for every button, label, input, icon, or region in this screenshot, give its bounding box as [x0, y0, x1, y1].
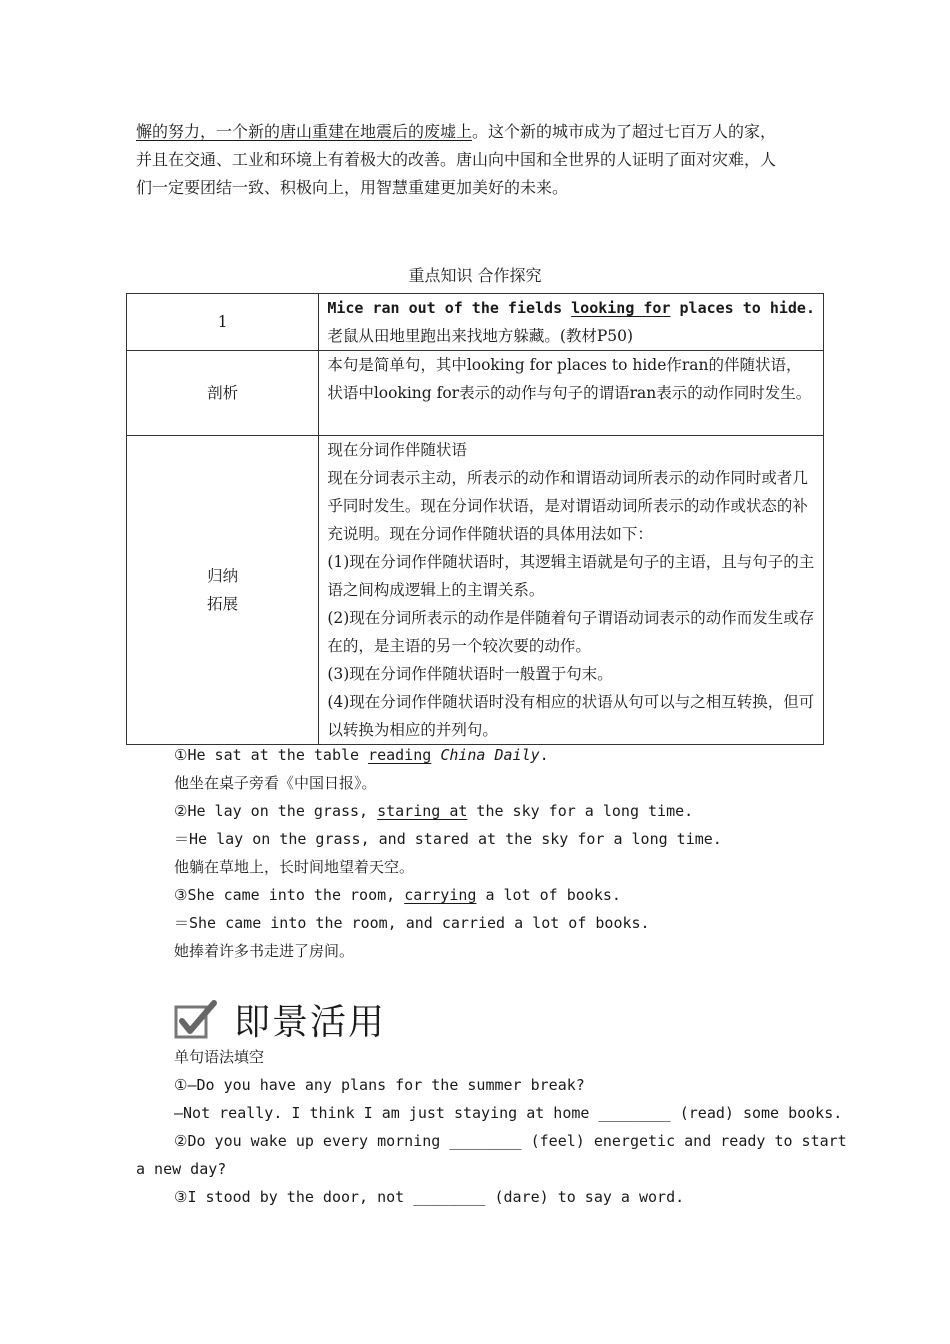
row-label: [127, 436, 319, 745]
sentence-text: [431, 746, 440, 764]
summary-heading: 现在分词作伴随状语: [327, 441, 467, 459]
summary-point: (4)现在分词作伴随状语时没有相应的状语从句可以与之相互转换，但可以转换为相应的并列句。: [327, 693, 815, 739]
question-line: a new day?: [136, 1160, 227, 1178]
summary-point: (1)现在分词作伴随状语时，其逻辑主语就是句子的主语，且与句子的主语之间构成逻辑上的主谓关系。: [327, 553, 815, 599]
sentence-text: the sky for a long time.: [467, 802, 694, 820]
analysis-text: 本句是简单句，其中looking for places to hide作ran的伴随状语，状语中looking for表示的动作与句子的谓语ran表示的动作同时发生。: [319, 351, 824, 436]
underlined-phrase: staring at: [377, 802, 468, 820]
example-alternative: ＝He lay on the grass, and stared at the sky for a long time.: [174, 830, 722, 848]
example-sentence: [174, 741, 722, 769]
intro-line-2: 并且在交通、工业和环境上有着极大的改善。唐山向中国和全世界的人证明了面对灾难，人: [136, 150, 777, 169]
example-list: [174, 741, 722, 965]
row-content: [319, 294, 824, 351]
underlined-phrase: carrying: [404, 886, 477, 904]
underlined-phrase: 懈的努力，一个新的唐山重建在地震后的废墟上: [136, 122, 473, 141]
summary-paragraph: 现在分词表示主动，所表示的动作和谓语动词所表示的动作同时或者几乎同时发生。现在分词作状语，是对谓语动词所表示的动作或状态的补充说明。现在分词作伴随状语的具体用法如下：: [327, 469, 808, 543]
label-line: 归纳: [207, 567, 239, 585]
example-translation: 他躺在草地上，长时间地望着天空。: [174, 858, 415, 876]
intro-paragraph: [136, 118, 826, 202]
summary-content: [319, 436, 824, 745]
example-translation: 她捧着许多书走进了房间。: [174, 942, 355, 960]
row-label: 剖析: [127, 351, 319, 436]
example-sentence: [174, 881, 722, 909]
table-row: [127, 436, 824, 745]
intro-text: 。这个新的城市成为了超过七百万人的家，: [472, 122, 777, 141]
sentence-text: ③She came into the room,: [174, 886, 405, 904]
summary-point: (3)现在分词作伴随状语时一般置于句末。: [327, 665, 613, 683]
sentence-text: ②He lay on the grass,: [174, 802, 378, 820]
sentence-text: ①He sat at the table: [174, 746, 369, 764]
underlined-phrase: reading: [368, 746, 432, 764]
question-line: —Not really. I think I am just staying at home ________ (read) some books.: [174, 1104, 843, 1122]
sentence-text: places to hide.: [670, 299, 815, 317]
practice-subtitle: 单句语法填空: [174, 1048, 265, 1066]
intro-line-1: [136, 118, 826, 146]
label-line: 拓展: [207, 595, 239, 613]
question-line: ①—Do you have any plans for the summer break?: [174, 1076, 585, 1094]
underlined-phrase: looking for: [571, 299, 671, 317]
key-sentence: [327, 294, 815, 322]
section-title: 重点知识 合作探究: [408, 266, 542, 285]
table-row: [127, 294, 824, 351]
italic-title: China Daily: [440, 746, 540, 764]
example-translation: 他坐在桌子旁看《中国日报》。: [174, 774, 377, 792]
checkbox-check-icon: [174, 999, 218, 1039]
sentence-text: Mice ran out of the fields: [327, 299, 572, 317]
example-alternative: ＝She came into the room, and carried a lot of books.: [174, 914, 650, 932]
table-row: [127, 351, 824, 436]
row-label: 1: [127, 294, 319, 351]
practice-heading: [174, 995, 386, 1043]
question-line: ③I stood by the door, not ________ (dare) to say a word.: [174, 1188, 685, 1206]
sentence-text: .: [539, 746, 549, 764]
intro-line-3: 们一定要团结一致、积极向上，用智慧重建更加美好的未来。: [136, 178, 569, 197]
key-translation: 老鼠从田地里跑出来找地方躲藏。(教材P50): [327, 327, 634, 345]
practice-title: 即景活用: [234, 1001, 387, 1043]
sentence-text: a lot of books.: [476, 886, 621, 904]
summary-point: (2)现在分词所表示的动作是伴随着句子谓语动词表示的动作而发生或存在的，是主语的另一个较次要的动作。: [327, 609, 815, 655]
knowledge-table: [126, 293, 824, 745]
example-sentence: [174, 797, 722, 825]
question-line: ②Do you wake up every morning ________ (feel) energetic and ready to start: [174, 1132, 847, 1150]
practice-section: [136, 1043, 847, 1211]
